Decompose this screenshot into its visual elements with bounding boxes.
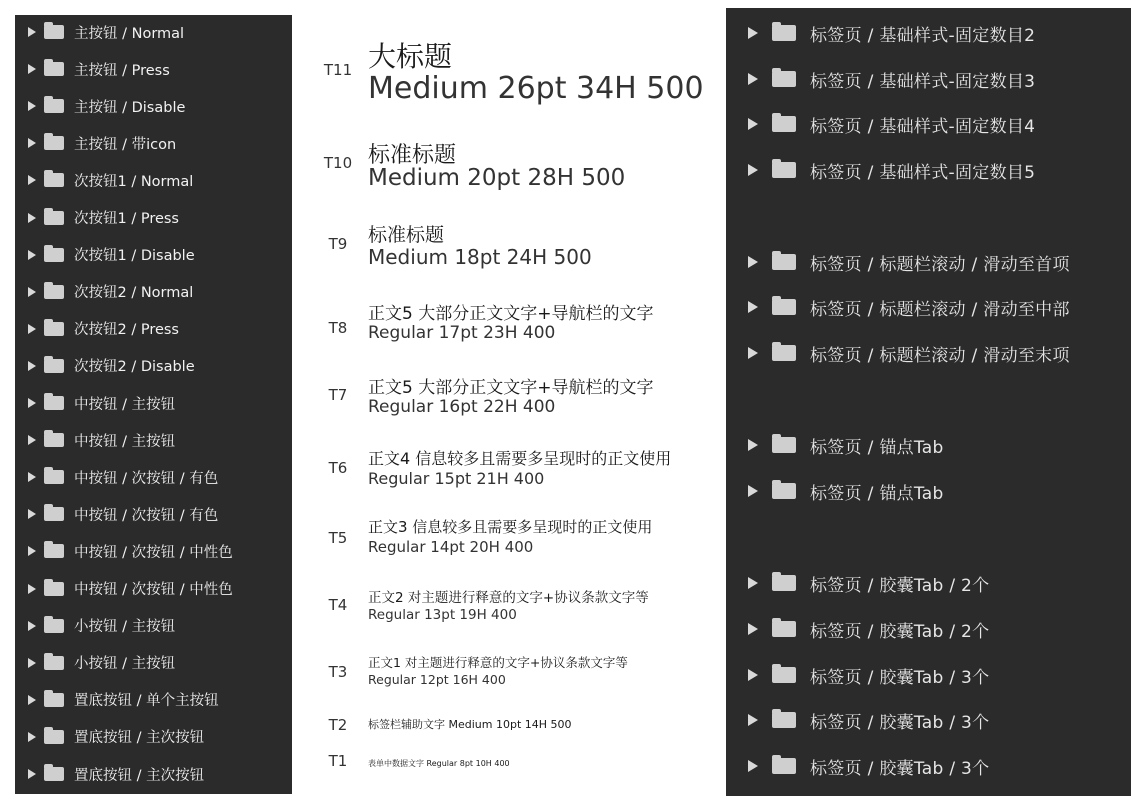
layer-list-tabs bbox=[726, 8, 1131, 796]
folder-icon bbox=[44, 25, 64, 39]
layer-label: 标签页 / 锚点Tab bbox=[810, 483, 944, 504]
layer-label: 标签页 / 基础样式-固定数目2 bbox=[810, 25, 1036, 46]
layer-label: 中按钮 / 主按钮 bbox=[74, 433, 176, 450]
expand-arrow-icon[interactable] bbox=[748, 118, 758, 130]
expand-arrow-icon[interactable] bbox=[28, 732, 36, 742]
layer-label: 主按钮 / Normal bbox=[74, 25, 185, 42]
expand-arrow-icon[interactable] bbox=[28, 324, 36, 334]
expand-arrow-icon[interactable] bbox=[28, 175, 36, 185]
layer-row[interactable] bbox=[15, 91, 292, 121]
folder-icon bbox=[772, 758, 796, 774]
type-code: T2 bbox=[328, 716, 348, 734]
expand-arrow-icon[interactable] bbox=[28, 27, 36, 37]
layer-row[interactable] bbox=[15, 759, 292, 789]
folder-icon bbox=[44, 99, 64, 113]
type-sample-name: 标准标题 bbox=[368, 224, 445, 246]
layer-row[interactable] bbox=[726, 18, 1131, 48]
expand-arrow-icon[interactable] bbox=[28, 101, 36, 111]
layer-row[interactable] bbox=[15, 240, 292, 270]
type-code: T9 bbox=[328, 235, 348, 253]
type-code: T6 bbox=[328, 459, 348, 477]
expand-arrow-icon[interactable] bbox=[748, 669, 758, 681]
expand-arrow-icon[interactable] bbox=[28, 398, 36, 408]
layer-label: 次按钮2 / Normal bbox=[74, 285, 194, 302]
expand-arrow-icon[interactable] bbox=[748, 347, 758, 359]
type-sample-name: 正文3 信息较多且需要多呈现时的正文使用 bbox=[368, 518, 653, 536]
layer-label: 中按钮 / 次按钮 / 中性色 bbox=[74, 544, 233, 561]
expand-arrow-icon[interactable] bbox=[28, 769, 36, 779]
folder-icon bbox=[44, 285, 64, 299]
expand-arrow-icon[interactable] bbox=[28, 361, 36, 371]
layer-row[interactable] bbox=[15, 165, 292, 195]
expand-arrow-icon[interactable] bbox=[748, 439, 758, 451]
folder-icon bbox=[772, 621, 796, 637]
folder-icon bbox=[772, 712, 796, 728]
expand-arrow-icon[interactable] bbox=[748, 301, 758, 313]
type-sample-spec: Regular 14pt 20H 400 bbox=[368, 538, 534, 556]
folder-icon bbox=[772, 483, 796, 499]
expand-arrow-icon[interactable] bbox=[28, 546, 36, 556]
layer-label: 中按钮 / 主按钮 bbox=[74, 396, 176, 413]
type-code: T1 bbox=[328, 752, 348, 770]
type-sample-spec: Medium 18pt 24H 500 bbox=[368, 245, 592, 269]
expand-arrow-icon[interactable] bbox=[28, 584, 36, 594]
folder-icon bbox=[44, 433, 64, 447]
layer-label: 主按钮 / Press bbox=[74, 62, 170, 79]
folder-icon bbox=[44, 322, 64, 336]
layer-label: 置底按钮 / 单个主按钮 bbox=[74, 693, 219, 710]
folder-icon bbox=[772, 25, 796, 41]
layer-row[interactable] bbox=[726, 476, 1131, 506]
expand-arrow-icon[interactable] bbox=[748, 760, 758, 772]
layer-row[interactable] bbox=[15, 611, 292, 641]
layer-label: 标签页 / 胶囊Tab / 3个 bbox=[810, 667, 990, 688]
folder-icon bbox=[44, 767, 64, 781]
layer-row[interactable] bbox=[15, 499, 292, 529]
layer-row[interactable] bbox=[15, 54, 292, 84]
type-sample-spec: Regular 17pt 23H 400 bbox=[368, 323, 556, 343]
layer-label: 标签页 / 胶囊Tab / 2个 bbox=[810, 575, 990, 596]
expand-arrow-icon[interactable] bbox=[28, 138, 36, 148]
expand-arrow-icon[interactable] bbox=[748, 27, 758, 39]
layer-label: 小按钮 / 主按钮 bbox=[74, 619, 176, 636]
layer-row[interactable] bbox=[15, 128, 292, 158]
type-code: T3 bbox=[328, 663, 348, 681]
type-sample-name: 正文2 对主题进行释意的文字+协议条款文字等 bbox=[368, 590, 649, 606]
layer-list-buttons bbox=[15, 15, 292, 794]
layer-label: 次按钮1 / Disable bbox=[74, 248, 195, 265]
layer-row[interactable] bbox=[726, 247, 1131, 277]
expand-arrow-icon[interactable] bbox=[748, 164, 758, 176]
type-sample-name: 正文5 大部分正文文字+导航栏的文字 bbox=[368, 304, 654, 324]
layer-row[interactable] bbox=[15, 722, 292, 752]
layer-label: 置底按钮 / 主次按钮 bbox=[74, 767, 205, 784]
type-sample-name: 标准标题 bbox=[368, 143, 457, 168]
type-sample-spec: Regular 15pt 21H 400 bbox=[368, 469, 545, 488]
folder-icon bbox=[44, 136, 64, 150]
type-code: T8 bbox=[328, 319, 348, 337]
layer-row[interactable] bbox=[726, 705, 1131, 735]
layer-row[interactable] bbox=[15, 685, 292, 715]
layer-label: 次按钮1 / Press bbox=[74, 211, 179, 227]
folder-icon bbox=[772, 345, 796, 361]
folder-icon bbox=[772, 575, 796, 591]
layer-row[interactable] bbox=[15, 462, 292, 492]
expand-arrow-icon[interactable] bbox=[748, 623, 758, 635]
layer-label: 标签页 / 胶囊Tab / 2个 bbox=[810, 621, 990, 642]
folder-icon bbox=[44, 470, 64, 484]
layer-label: 中按钮 / 次按钮 / 有色 bbox=[74, 507, 219, 524]
folder-icon bbox=[772, 667, 796, 683]
folder-icon bbox=[44, 619, 64, 633]
folder-icon bbox=[772, 116, 796, 132]
layer-row[interactable] bbox=[15, 203, 292, 233]
layer-label: 次按钮1 / Normal bbox=[74, 173, 194, 190]
layer-label: 标签页 / 锚点Tab bbox=[810, 437, 944, 458]
layer-label: 标签页 / 胶囊Tab / 3个 bbox=[810, 758, 990, 779]
layer-label: 标签页 / 标题栏滚动 / 滑动至末项 bbox=[810, 345, 1070, 366]
folder-icon bbox=[44, 730, 64, 744]
type-sample-spec: Regular 12pt 16H 400 bbox=[368, 672, 506, 687]
type-sample-spec: Regular 16pt 22H 400 bbox=[368, 397, 556, 417]
layer-row[interactable] bbox=[726, 751, 1131, 781]
layer-row[interactable] bbox=[726, 155, 1131, 185]
type-code: T5 bbox=[328, 529, 348, 547]
folder-icon bbox=[44, 544, 64, 558]
expand-arrow-icon[interactable] bbox=[28, 658, 36, 668]
layer-label: 标签页 / 基础样式-固定数目3 bbox=[810, 71, 1036, 92]
layer-row[interactable] bbox=[15, 388, 292, 418]
expand-arrow-icon[interactable] bbox=[748, 485, 758, 497]
layer-label: 主按钮 / 带icon bbox=[74, 136, 177, 153]
expand-arrow-icon[interactable] bbox=[28, 621, 36, 631]
folder-icon bbox=[772, 254, 796, 270]
folder-icon bbox=[44, 211, 64, 225]
expand-arrow-icon[interactable] bbox=[28, 509, 36, 519]
type-sample-name: 正文5 大部分正文文字+导航栏的文字 bbox=[368, 378, 654, 398]
folder-icon bbox=[44, 693, 64, 707]
expand-arrow-icon[interactable] bbox=[748, 714, 758, 726]
type-sample-name: 表单中数据文字 Regular 8pt 10H 400 bbox=[368, 759, 510, 768]
type-sample-spec: Regular 13pt 19H 400 bbox=[368, 607, 517, 623]
layer-row[interactable] bbox=[15, 425, 292, 455]
expand-arrow-icon[interactable] bbox=[748, 256, 758, 268]
expand-arrow-icon[interactable] bbox=[28, 287, 36, 297]
folder-icon bbox=[772, 162, 796, 178]
type-sample-spec: Medium 26pt 34H 500 bbox=[368, 71, 704, 106]
layer-row[interactable] bbox=[726, 660, 1131, 690]
layer-row[interactable] bbox=[726, 109, 1131, 139]
type-sample-name: 正文1 对主题进行释意的文字+协议条款文字等 bbox=[368, 655, 628, 670]
layer-row[interactable] bbox=[15, 574, 292, 604]
folder-icon bbox=[44, 248, 64, 262]
type-code: T11 bbox=[323, 61, 353, 79]
layer-row[interactable] bbox=[15, 351, 292, 381]
folder-icon bbox=[44, 62, 64, 76]
folder-icon bbox=[44, 656, 64, 670]
expand-arrow-icon[interactable] bbox=[28, 213, 36, 223]
folder-icon bbox=[44, 359, 64, 373]
layer-label: 主按钮 / Disable bbox=[74, 99, 186, 116]
expand-arrow-icon[interactable] bbox=[748, 73, 758, 85]
type-sample-name: 正文4 信息较多且需要多呈现时的正文使用 bbox=[368, 449, 672, 468]
expand-arrow-icon[interactable] bbox=[28, 435, 36, 445]
layer-row[interactable] bbox=[726, 568, 1131, 598]
type-sample-name: 标签栏辅助文字 Medium 10pt 14H 500 bbox=[368, 718, 572, 731]
layer-row[interactable] bbox=[15, 17, 292, 47]
folder-icon bbox=[44, 173, 64, 187]
layer-label: 次按钮2 / Disable bbox=[74, 359, 195, 376]
type-sample-spec: Medium 20pt 28H 500 bbox=[368, 165, 626, 191]
layer-label: 次按钮2 / Press bbox=[74, 322, 179, 339]
layer-label: 标签页 / 基础样式-固定数目4 bbox=[810, 116, 1036, 137]
layer-row[interactable] bbox=[726, 292, 1131, 322]
type-code: T4 bbox=[328, 596, 348, 614]
expand-arrow-icon[interactable] bbox=[28, 64, 36, 74]
folder-icon bbox=[772, 437, 796, 453]
layer-label: 标签页 / 基础样式-固定数目5 bbox=[810, 162, 1036, 183]
layer-row[interactable] bbox=[15, 648, 292, 678]
folder-icon bbox=[772, 71, 796, 87]
folder-icon bbox=[44, 396, 64, 410]
layer-label: 中按钮 / 次按钮 / 有色 bbox=[74, 470, 219, 487]
expand-arrow-icon[interactable] bbox=[28, 695, 36, 705]
layer-row[interactable] bbox=[15, 536, 292, 566]
layer-label: 标签页 / 胶囊Tab / 3个 bbox=[810, 712, 990, 733]
layer-label: 中按钮 / 次按钮 / 中性色 bbox=[74, 582, 233, 598]
expand-arrow-icon[interactable] bbox=[748, 577, 758, 589]
type-code: T7 bbox=[328, 386, 348, 404]
layer-row[interactable] bbox=[15, 314, 292, 344]
layer-row[interactable] bbox=[726, 64, 1131, 94]
layer-row[interactable] bbox=[15, 277, 292, 307]
folder-icon bbox=[772, 299, 796, 315]
layer-row[interactable] bbox=[726, 338, 1131, 368]
type-code: T10 bbox=[323, 154, 353, 172]
expand-arrow-icon[interactable] bbox=[28, 250, 36, 260]
layer-row[interactable] bbox=[726, 430, 1131, 460]
expand-arrow-icon[interactable] bbox=[28, 472, 36, 482]
folder-icon bbox=[44, 582, 64, 596]
layer-label: 小按钮 / 主按钮 bbox=[74, 656, 176, 673]
layer-label: 置底按钮 / 主次按钮 bbox=[74, 730, 205, 747]
layer-label: 标签页 / 标题栏滚动 / 滑动至首项 bbox=[810, 254, 1070, 275]
type-sample-name: 大标题 bbox=[368, 40, 453, 73]
layer-label: 标签页 / 标题栏滚动 / 滑动至中部 bbox=[810, 299, 1070, 320]
folder-icon bbox=[44, 507, 64, 521]
layer-row[interactable] bbox=[726, 614, 1131, 644]
